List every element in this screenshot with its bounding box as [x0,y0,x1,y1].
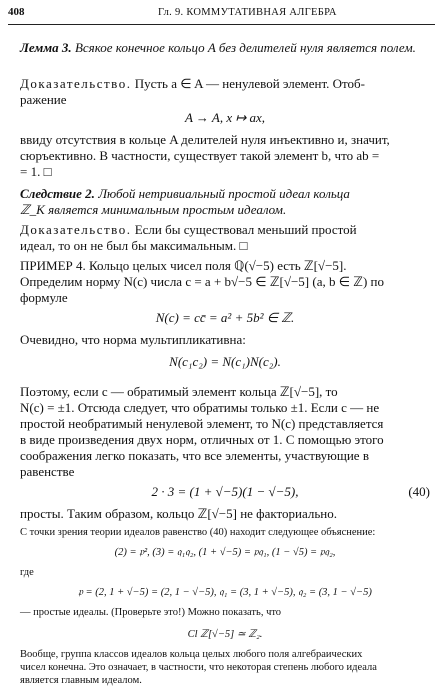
lemma-title: Лемма 3. [20,40,72,55]
multiplicativity-formula: N(c₁c₂) = N(c₁)N(c₂). [169,354,281,369]
example-para-line-4: в виде произведения двух норм, отличных от 1. С помощью этого [20,432,384,447]
ideals-formula: (2) = 𝔭², (3) = 𝔮₁𝔮₂, (1 + √−5) = 𝔭𝔮₁, (1 − √5) = 𝔭𝔮₂, [114,547,336,558]
lemma-proof-line-4: сюръективно. В частности, существует такой элемент b, что ab = [20,148,380,163]
corollary-statement [20,186,430,202]
map-formula: A → A, x ↦ ax, [184,110,266,125]
lemma-statement [20,40,430,56]
small-simple: — простые идеалы. (Проверьте это!) Можно показать, что [20,607,282,618]
example-para-line-3: простой необратимый ненулевой элемент, то N(c) представляется [20,416,384,431]
small-intro: С точки зрения теории идеалов равенство (40) находит следующее объяснение: [20,527,376,538]
equation-40 [20,484,430,502]
final-line-1: Вообще, группа классов идеалов кольца целых любого поля алгебраических [20,649,363,660]
corollary-line-1: Любой нетривиальный простой идеал кольца [98,186,350,201]
lemma-proof-line-5: = 1. □ [20,164,52,179]
final-line-2: чисел конечна. Это означает, в частности, что некоторая степень любого идеала [20,662,377,673]
corollary-line-2: ℤ_K является минимальным простым идеалом. [20,202,287,217]
example-line-3: формуле [20,290,68,305]
corollary-proof-label: Доказательство. [20,222,132,237]
proof-label: Доказательство. [20,76,132,91]
small-where: где [20,567,34,578]
final-line-3: является главным идеалом. [20,675,142,686]
page-header [8,6,435,22]
example-para-line-6: равенстве [20,464,75,479]
ideal-definitions-formula: 𝔭 = (2, 1 + √−5) = (2, 1 − √−5), 𝔮₁ = (3, 1 + √−5), 𝔮₂ = (3, 1 − √−5) [78,587,372,598]
corollary-title: Следствие 2. [20,186,95,201]
corollary-proof-line-1 [20,222,430,238]
header-rule [8,24,435,25]
page-number: 408 [8,6,25,18]
proof-text-1: Пусть a ∈ A — ненулевой элемент. Отоб- [134,76,365,91]
class-group-formula: Cl ℤ[√−5] ≃ ℤ₂. [187,629,263,640]
example-line-2: Определим норму N(c) числа c = a + b√−5 ∈ ℤ[√−5] (a, b ∈ ℤ) по [20,274,385,289]
lemma-proof-line-2: ражение [20,92,67,107]
corollary-proof-text: Если бы существовал меньший простой [134,222,357,237]
equation-number: (40) [408,484,430,499]
example-line-4: Очевидно, что норма мультипликативна: [20,332,246,347]
equation-40-formula: 2 · 3 = (1 + √−5)(1 − √−5), [151,484,299,499]
lemma-text: Всякое конечное кольцо A без делителей нуля является полем. [74,40,416,55]
lemma-proof-line-3: ввиду отсутствия в кольце A делителей нуля инъективно и, значит, [20,132,390,147]
example-line-1: ПРИМЕР 4. Кольцо целых чисел поля ℚ(√−5) есть ℤ[√−5]. [20,258,347,273]
example-para-line-1: Поэтому, если c — обратимый элемент кольца ℤ[√−5], то [20,384,338,399]
running-title: Гл. 9. КОММУТАТИВНАЯ АЛГЕБРА [158,7,337,18]
example-para-line-2: N(c) = ±1. Отсюда следует, что обратимы только ±1. Если c — не [20,400,380,415]
example-para-line-5: соображения легко показать, что все элементы, участвующие в [20,448,369,463]
norm-formula: N(c) = cc̄ = a² + 5b² ∈ ℤ. [155,310,295,325]
lemma-proof-line-1 [20,76,430,92]
example-conclusion: просты. Таким образом, кольцо ℤ[√−5] не факториально. [20,506,337,521]
corollary-proof-line-2: идеал, то он не был бы максимальным. □ [20,238,248,253]
